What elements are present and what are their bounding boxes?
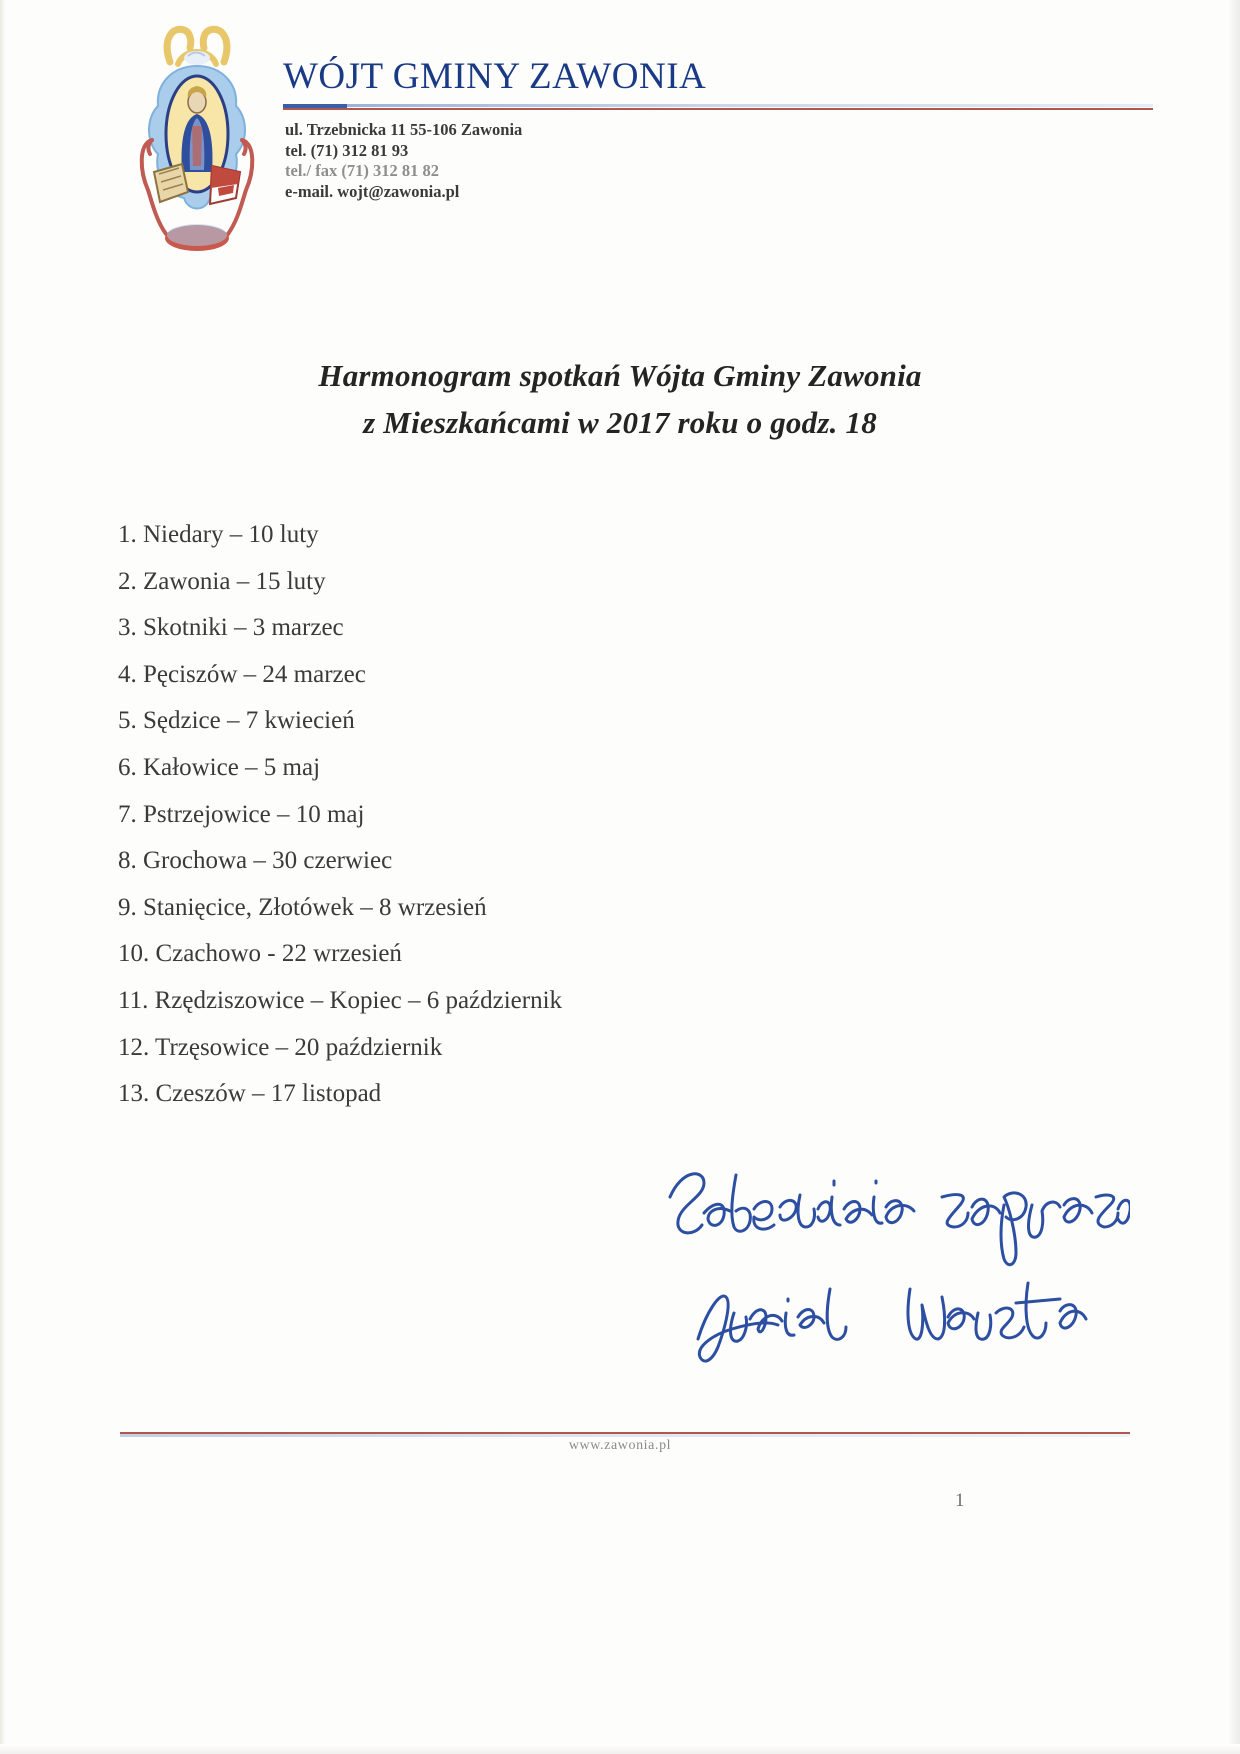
list-item: 11. Rzędziszowice – Kopiec – 6 październik: [118, 986, 563, 1014]
page-title: [0, 352, 1240, 446]
list-item: 4. Pęciszów – 24 marzec: [118, 660, 366, 688]
footer-divider: [120, 1432, 1130, 1437]
list-item: 12. Trzęsowice – 20 październik: [118, 1033, 443, 1061]
page-title-line-2: z Mieszkańcami w 2017 roku o godz. 18: [363, 405, 877, 440]
letterhead-divider-gradient: [345, 104, 1153, 107]
letterhead-divider: [283, 104, 1153, 109]
list-item: 5. Sędzice – 7 kwiecień: [118, 707, 355, 735]
letterhead: [0, 0, 1240, 280]
signature-closing-stroke-2: [942, 1193, 1130, 1265]
signature-surname-stroke: [908, 1283, 1086, 1339]
list-item: 6. Kałowice – 5 maj: [118, 753, 321, 781]
footer-website-url: www.zawonia.pl: [568, 1438, 672, 1453]
list-item: 10. Czachowo - 22 wrzesień: [118, 940, 402, 968]
list-item: 8. Grochowa – 30 czerwiec: [118, 847, 393, 875]
footer-divider-gradient: [120, 1434, 1130, 1437]
scan-edge-bottom: [0, 1744, 1240, 1754]
letterhead-divider-blue: [283, 104, 347, 108]
handwritten-signature: [660, 1135, 1130, 1365]
contact-address: ul. Trzebnicka 11 55-106 Zawonia: [285, 120, 523, 139]
schedule-list: [118, 512, 1018, 1118]
page-number: 1: [955, 1490, 965, 1511]
list-item: 1. Niedary – 10 luty: [118, 521, 319, 548]
list-item: 13. Czeszów – 17 listopad: [118, 1080, 382, 1108]
list-item: 2. Zawonia – 15 luty: [118, 567, 326, 595]
signature-closing-stroke: [670, 1174, 914, 1233]
letterhead-divider-red: [283, 108, 1153, 110]
contact-block: [285, 120, 522, 202]
list-item: 3. Skotniki – 3 marzec: [118, 614, 344, 642]
contact-phone: tel. (71) 312 81 93: [285, 140, 409, 160]
contact-fax: tel./ fax (71) 312 81 82: [285, 161, 439, 180]
signature-name-stroke: [698, 1289, 846, 1361]
contact-email: e-mail. wojt@zawonia.pl: [285, 181, 460, 201]
page-title-line-1: Harmonogram spotkań Wójta Gminy Zawonia: [318, 358, 922, 393]
coat-of-arms-icon: [132, 22, 262, 257]
list-item: 7. Pstrzejowice – 10 maj: [118, 800, 365, 828]
office-title: [283, 55, 706, 98]
list-item: 9. Stanięcice, Złotówek – 8 wrzesień: [118, 893, 487, 921]
office-title-text: WÓJT GMINY ZAWONIA: [283, 56, 707, 97]
